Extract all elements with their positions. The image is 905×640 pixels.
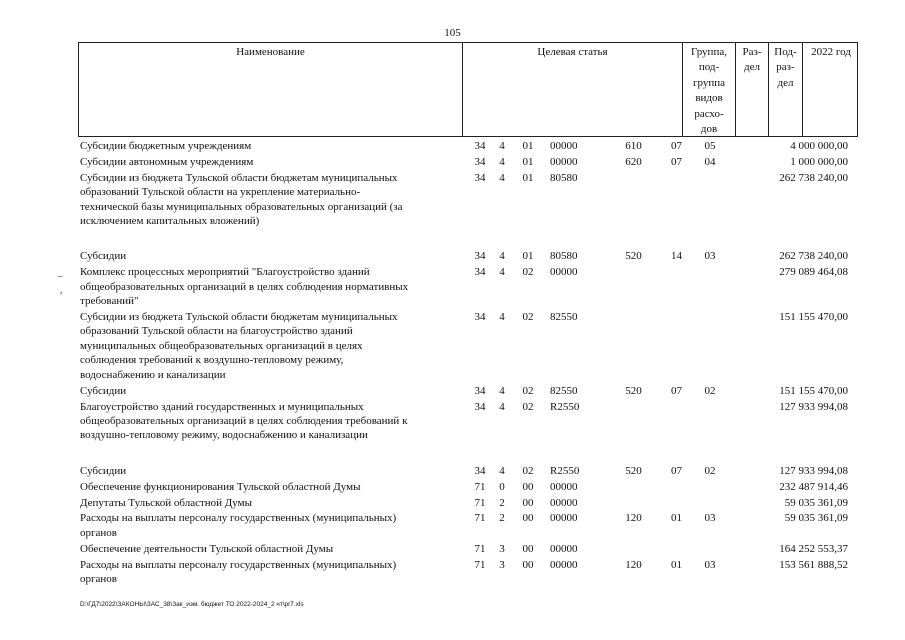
- code-direction: 02: [522, 384, 534, 397]
- cell-name: [80, 384, 460, 398]
- table-body: [80, 139, 856, 588]
- table-row: [80, 249, 856, 263]
- code-item: 80580: [550, 250, 578, 263]
- page-number: 105: [444, 27, 461, 39]
- cell-name: [80, 480, 460, 494]
- code-program: 71: [474, 542, 486, 555]
- margin-mark: ,: [60, 285, 63, 295]
- cell-name-line: Расходы на выплаты персоналу государственных (муниципальных): [80, 558, 397, 571]
- code-subprogram: 4: [499, 250, 505, 263]
- cell-amount: 59 035 361,09: [784, 512, 848, 525]
- cell-name-line: требований": [80, 295, 139, 308]
- table-row: [80, 558, 856, 587]
- code-direction: 02: [522, 311, 534, 324]
- cell-section: 07: [671, 464, 682, 477]
- cell-section: 01: [671, 512, 682, 525]
- cell-group: 520: [625, 384, 642, 397]
- cell-name: [80, 265, 460, 308]
- cell-name-line: образований Тульской области на укрепление материально-: [80, 186, 361, 199]
- code-direction: 00: [522, 512, 534, 525]
- code-program: 34: [474, 464, 486, 477]
- header-name: Наименование: [79, 43, 463, 136]
- cell-name-line: муниципальных общеобразовательных организаций в целях: [80, 339, 363, 352]
- code-program: 34: [474, 266, 486, 279]
- header-group: Группа, под- группа видов расхо- дов: [683, 43, 736, 136]
- header-subsection: Под- раз- дел: [769, 43, 803, 136]
- cell-amount: 151 155 470,00: [779, 384, 848, 397]
- code-program: 34: [474, 311, 486, 324]
- code-subprogram: 3: [499, 542, 505, 555]
- code-subprogram: 4: [499, 266, 505, 279]
- code-program: 34: [474, 250, 486, 263]
- cell-amount: 59 035 361,09: [784, 496, 848, 509]
- cell-name: [80, 171, 460, 229]
- code-program: 71: [474, 558, 486, 571]
- cell-name-line: Субсидии: [80, 250, 127, 263]
- code-item: 00000: [550, 496, 578, 509]
- cell-section: 07: [671, 140, 682, 152]
- code-item: 00000: [550, 155, 578, 168]
- cell-section: 14: [671, 250, 682, 263]
- cell-group: 610: [625, 140, 642, 152]
- cell-name-line: образований Тульской области на благоустройство зданий: [80, 325, 353, 338]
- cell-name-line: общеобразовательных организаций в целях соблюдения требований к: [80, 414, 408, 427]
- cell-name-line: соблюдения требований к воздушно-тепловому режиму,: [80, 354, 344, 367]
- cell-amount: 153 561 888,52: [779, 558, 848, 571]
- cell-group: 120: [625, 558, 642, 571]
- header-year: 2022 год: [811, 46, 851, 58]
- code-direction: 00: [522, 542, 534, 555]
- cell-name-line: исключением капитальных вложений): [80, 215, 260, 228]
- cell-name-line: Обеспечение деятельности Тульской областной Думы: [80, 542, 334, 555]
- code-direction: 00: [522, 480, 534, 493]
- code-subprogram: 4: [499, 384, 505, 397]
- cell-group: 120: [625, 512, 642, 525]
- cell-name: [80, 558, 460, 587]
- code-program: 71: [474, 512, 486, 525]
- cell-name: [80, 496, 460, 510]
- cell-name-line: воздушно-тепловому режиму, водоснабжению и канализации: [80, 429, 368, 442]
- cell-amount: 151 155 470,00: [779, 311, 848, 324]
- cell-name-line: Субсидии из бюджета Тульской области бюджетам муниципальных: [80, 311, 398, 324]
- cell-amount: 232 487 914,46: [779, 480, 848, 493]
- cell-amount: 279 089 464,08: [779, 266, 848, 279]
- cell-amount: 127 933 994,08: [779, 400, 848, 413]
- cell-name: [80, 400, 460, 443]
- cell-amount: 164 252 553,37: [779, 542, 848, 555]
- table-row: [80, 511, 856, 540]
- cell-name-line: Расходы на выплаты персоналу государственных (муниципальных): [80, 512, 397, 525]
- code-subprogram: 0: [499, 480, 505, 493]
- header-target: Целевая статья: [463, 43, 683, 136]
- cell-group: 620: [625, 155, 642, 168]
- cell-section: 07: [671, 384, 682, 397]
- cell-subsection: 04: [704, 155, 716, 168]
- code-item: 00000: [550, 542, 578, 555]
- code-item: 82550: [550, 311, 578, 324]
- code-subprogram: 4: [499, 155, 505, 168]
- code-item: 82550: [550, 384, 578, 397]
- code-program: 71: [474, 496, 486, 509]
- cell-amount: 262 738 240,00: [779, 171, 848, 184]
- cell-name-line: водоснабжению и канализации: [80, 368, 226, 381]
- code-subprogram: 2: [499, 496, 505, 509]
- code-program: 34: [474, 171, 486, 184]
- cell-subsection: 02: [704, 464, 716, 477]
- cell-subsection: 03: [704, 250, 716, 263]
- table-row: [80, 542, 856, 556]
- cell-name-line: Комплекс процессных мероприятий "Благоустройство зданий: [80, 266, 370, 279]
- code-direction: 01: [522, 250, 534, 263]
- cell-name-line: Депутаты Тульской областной Думы: [80, 496, 253, 509]
- code-item: 00000: [550, 512, 578, 525]
- cell-name: [80, 511, 460, 540]
- table-row: [80, 496, 856, 510]
- cell-name: [80, 464, 460, 478]
- cell-amount: 127 933 994,08: [779, 464, 848, 477]
- code-direction: 02: [522, 400, 534, 413]
- cell-name-line: Субсидии: [80, 464, 127, 477]
- code-item: 00000: [550, 480, 578, 493]
- code-item: 80580: [550, 171, 578, 184]
- code-subprogram: 3: [499, 558, 505, 571]
- code-direction: 01: [522, 171, 534, 184]
- cell-name-line: общеобразовательных организаций в целях соблюдения нормативных: [80, 280, 409, 293]
- cell-name-line: Субсидии автономным учреждениям: [80, 155, 254, 168]
- code-item: 00000: [550, 140, 578, 152]
- code-program: 34: [474, 140, 486, 152]
- cell-section: 07: [671, 155, 682, 168]
- code-program: 34: [474, 155, 486, 168]
- cell-subsection: 02: [704, 384, 716, 397]
- table-row: [80, 265, 856, 308]
- code-item: R2550: [550, 400, 580, 413]
- cell-group: 520: [625, 250, 642, 263]
- code-subprogram: 4: [499, 140, 505, 152]
- cell-subsection: 05: [704, 140, 716, 152]
- code-program: 71: [474, 480, 486, 493]
- file-path-footer: D:\ГД7\2022\ЗАКОНЫ\ЗАС_38\Зак_изм. бюджет ТО 2022-2024_2 чт\pr7.xls: [80, 601, 304, 608]
- code-direction: 01: [522, 155, 534, 168]
- cell-name: [80, 139, 460, 153]
- cell-name-line: Субсидии: [80, 384, 127, 397]
- code-direction: 01: [522, 140, 534, 152]
- code-subprogram: 4: [499, 400, 505, 413]
- code-subprogram: 4: [499, 171, 505, 184]
- code-direction: 02: [522, 266, 534, 279]
- cell-name: [80, 249, 460, 263]
- table-row: [80, 155, 856, 169]
- code-direction: 02: [522, 464, 534, 477]
- table-row: [80, 480, 856, 494]
- code-item: 00000: [550, 266, 578, 279]
- table-row: [80, 464, 856, 478]
- table-row: [80, 400, 856, 443]
- header-section: Раз- дел: [736, 43, 769, 136]
- cell-amount: 1 000 000,00: [790, 155, 848, 168]
- code-program: 34: [474, 384, 486, 397]
- code-subprogram: 4: [499, 311, 505, 324]
- table-row: [80, 310, 856, 382]
- cell-subsection: 03: [704, 558, 716, 571]
- code-item: R2550: [550, 464, 580, 477]
- cell-amount: 4 000 000,00: [790, 140, 848, 152]
- cell-name-line: Благоустройство зданий государственных и муниципальных: [80, 400, 364, 413]
- cell-name: [80, 155, 460, 169]
- table-row: [80, 171, 856, 229]
- cell-subsection: 03: [704, 512, 716, 525]
- table-header: [78, 42, 858, 137]
- cell-name-line: технической базы муниципальных образовательных организаций (за: [80, 200, 403, 213]
- code-subprogram: 4: [499, 464, 505, 477]
- cell-name-line: Субсидии из бюджета Тульской области бюджетам муниципальных: [80, 171, 398, 184]
- code-item: 00000: [550, 558, 578, 571]
- code-direction: 00: [522, 496, 534, 509]
- table-row: [80, 139, 856, 153]
- cell-name-line: Субсидии бюджетным учреждениям: [80, 140, 252, 152]
- cell-group: 520: [625, 464, 642, 477]
- code-program: 34: [474, 400, 486, 413]
- cell-name: [80, 542, 460, 556]
- cell-name-line: органов: [80, 573, 117, 586]
- code-direction: 00: [522, 558, 534, 571]
- cell-name-line: органов: [80, 526, 117, 539]
- margin-mark: –: [58, 271, 63, 281]
- cell-section: 01: [671, 558, 682, 571]
- code-subprogram: 2: [499, 512, 505, 525]
- table-row: [80, 384, 856, 398]
- cell-name-line: Обеспечение функционирования Тульской областной Думы: [80, 480, 361, 493]
- cell-name: [80, 310, 460, 382]
- cell-amount: 262 738 240,00: [779, 250, 848, 263]
